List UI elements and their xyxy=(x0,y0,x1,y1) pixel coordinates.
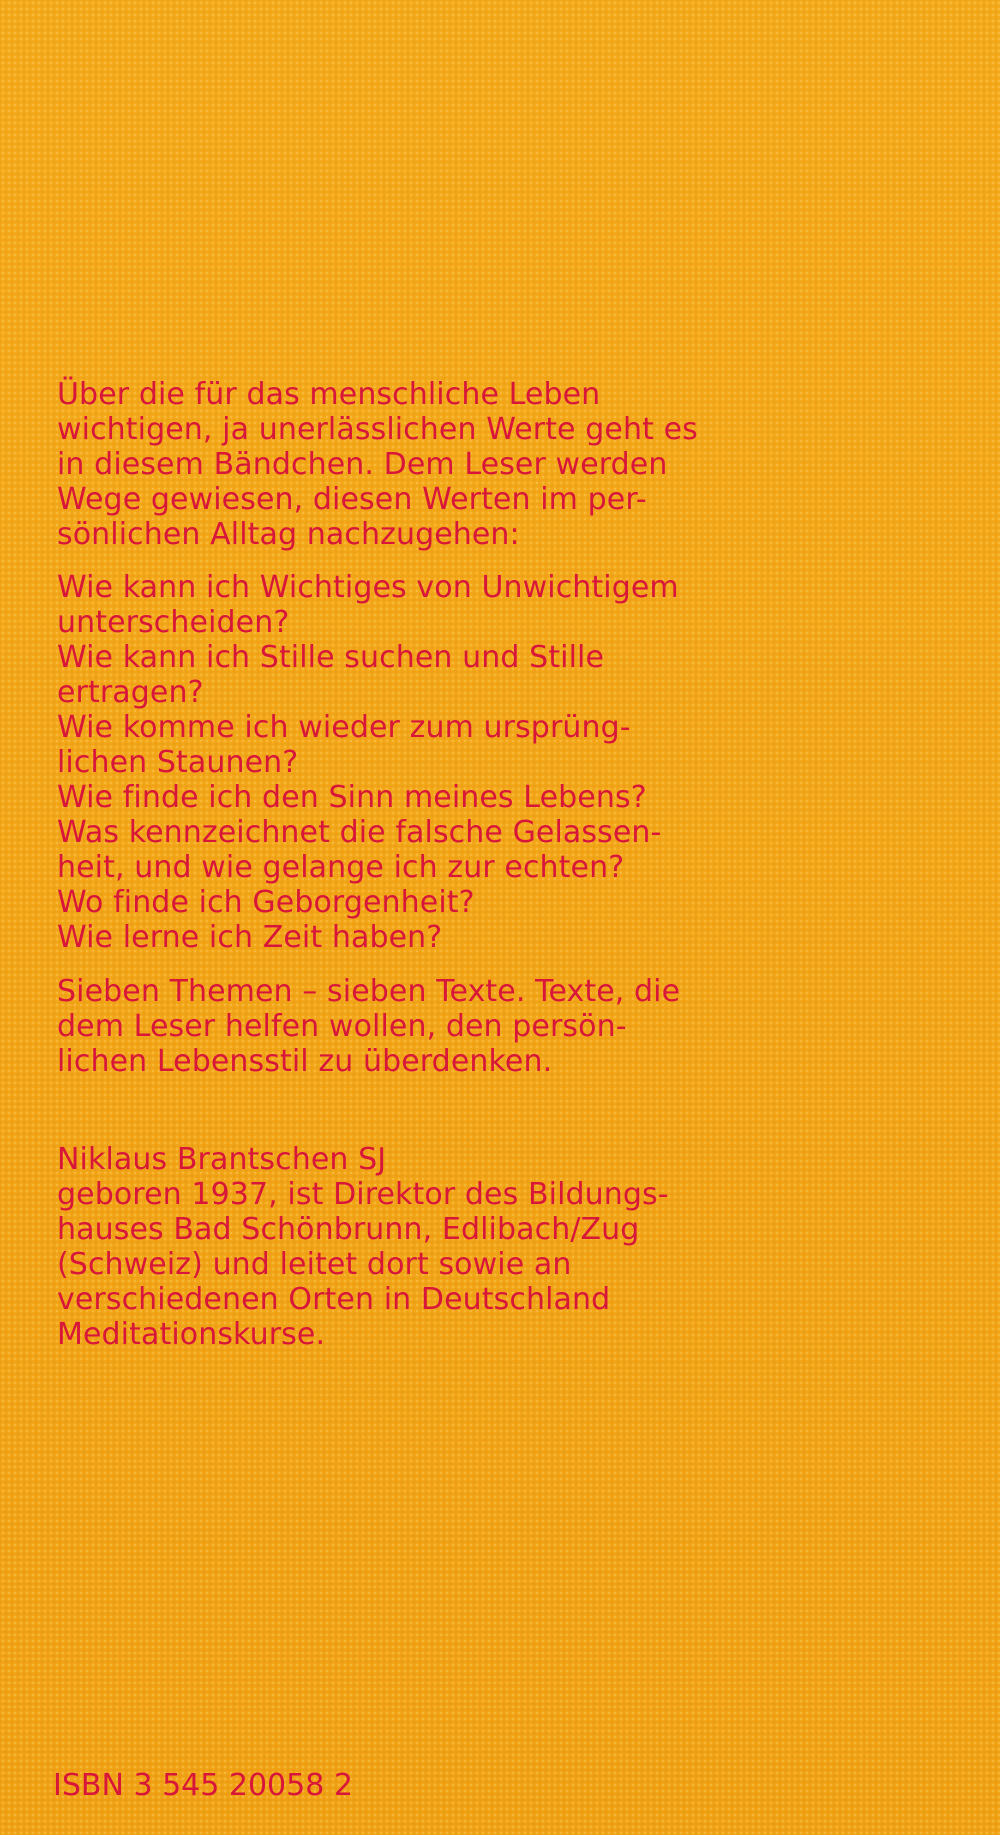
intro-line: sönlichen Alltag nachzugehen: xyxy=(57,517,520,552)
question-line: Wie finde ich den Sinn meines Lebens? xyxy=(57,780,647,815)
intro-line: wichtigen, ja unerlässlichen Werte geht es xyxy=(57,412,698,447)
author-bio-line: verschiedenen Orten in Deutschland xyxy=(57,1282,611,1317)
question-line: Wie kann ich Wichtiges von Unwichtigem xyxy=(57,570,679,605)
question-line: Wo finde ich Geborgenheit? xyxy=(57,885,475,920)
intro-line: Über die für das menschliche Leben xyxy=(57,377,601,412)
isbn: ISBN 3 545 20058 2 xyxy=(53,1768,353,1803)
summary-line: dem Leser helfen wollen, den persön- xyxy=(57,1009,627,1044)
summary-line: Sieben Themen – sieben Texte. Texte, die xyxy=(57,974,681,1009)
author-bio-line: Meditationskurse. xyxy=(57,1317,326,1352)
question-line: Wie lerne ich Zeit haben? xyxy=(57,920,443,955)
author-bio xyxy=(57,1142,747,1352)
intro-line: Wege gewiesen, diesen Werten im per- xyxy=(57,482,647,517)
author-bio-line: (Schweiz) und leitet dort sowie an xyxy=(57,1247,572,1282)
questions-list xyxy=(57,570,747,955)
intro-line: in diesem Bändchen. Dem Leser werden xyxy=(57,447,668,482)
summary-line: lichen Lebensstil zu überdenken. xyxy=(57,1044,553,1079)
question-line: unterscheiden? xyxy=(57,605,290,640)
intro-paragraph xyxy=(57,377,747,552)
question-line: Wie kann ich Stille suchen und Stille xyxy=(57,640,605,675)
author-name: Niklaus Brantschen SJ xyxy=(57,1142,387,1177)
summary-paragraph xyxy=(57,974,747,1079)
author-bio-line: hauses Bad Schönbrunn, Edlibach/Zug xyxy=(57,1212,640,1247)
question-line: Wie komme ich wieder zum ursprüng- xyxy=(57,710,631,745)
question-line: heit, und wie gelange ich zur echten? xyxy=(57,850,625,885)
question-line: lichen Staunen? xyxy=(57,745,299,780)
question-line: ertragen? xyxy=(57,675,204,710)
question-line: Was kennzeichnet die falsche Gelassen- xyxy=(57,815,662,850)
author-bio-line: geboren 1937, ist Direktor des Bildungs- xyxy=(57,1177,669,1212)
